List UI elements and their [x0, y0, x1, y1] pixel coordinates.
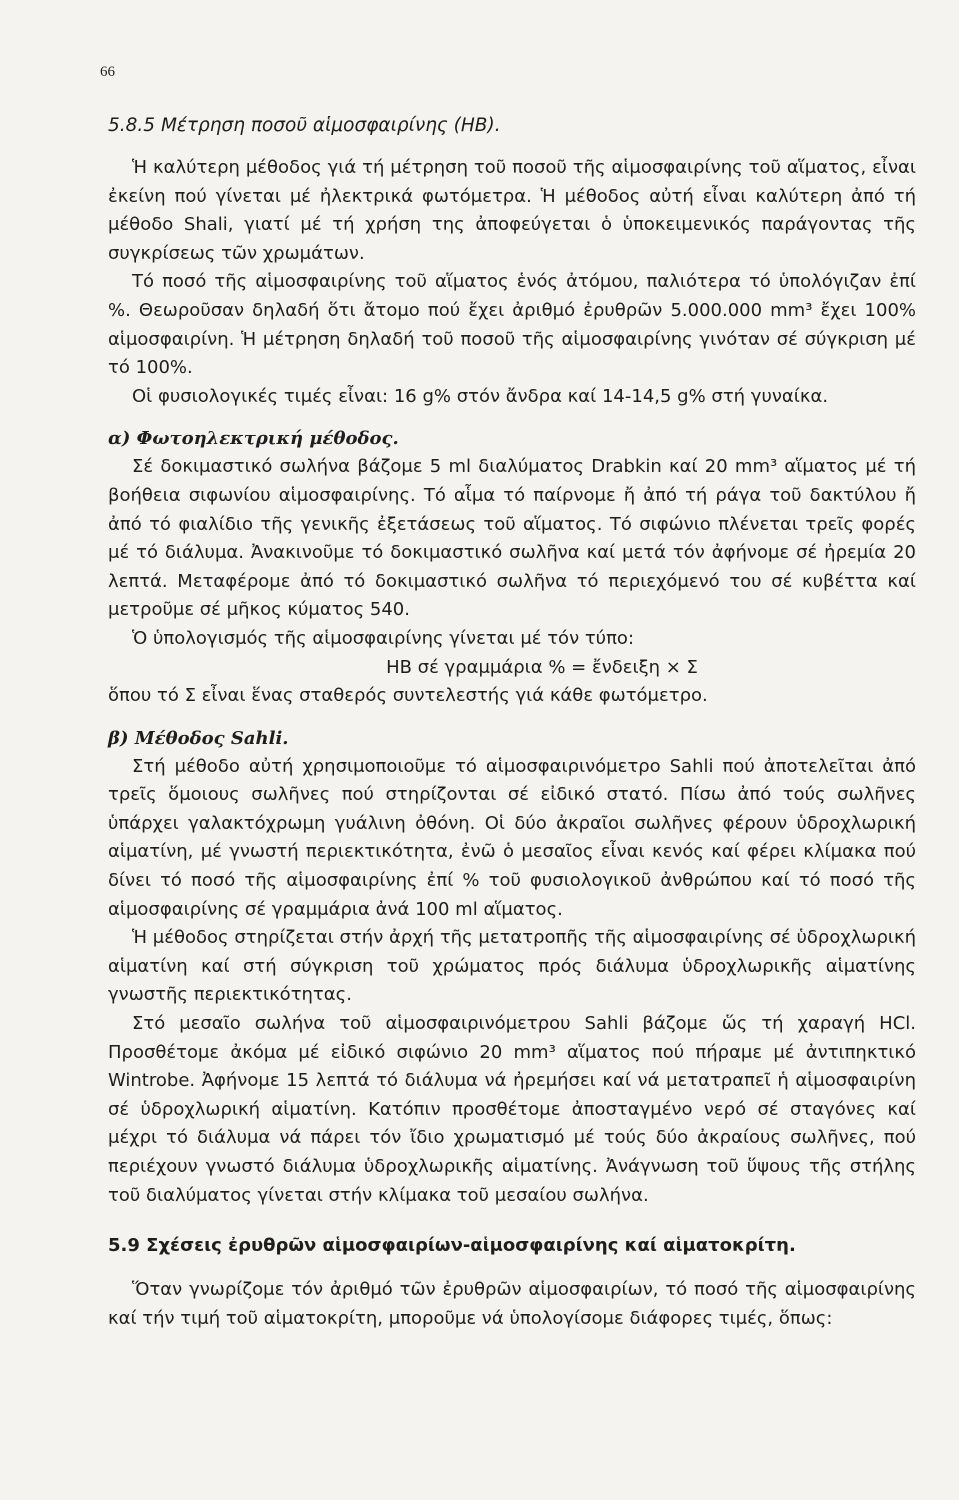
- paragraph: Σέ δοκιμαστικό σωλήνα βάζομε 5 ml διαλύματος Drabkin καί 20 mm³ αἵματος μέ τή βοήθεια σιφωνίου αἱμοσφαιρίνης. Τό αἷμα τό παίρνομε ἤ ἀπό τή ράγα τοῦ δακτύλου ἤ ἀπό τό φιαλίδιο τῆς γενικῆς ἐξετάσεως τοῦ αἵματος. Τό σιφώνιο πλένεται τρεῖς φορές μέ τό διάλυμα. Ἀνακινοῦμε τό δοκιμαστικό σωλῆνα καί μετά τόν ἀφήνομε σέ ἠρεμία 20 λεπτά. Μεταφέρομε ἀπό τό δοκιμαστικό σωλῆνα τό περιεχόμενό του σέ κυβέττα καί μετροῦμε σέ μῆκος κύματος 540.: [108, 456, 916, 621]
- formula: ΗΒ σέ γραμμάρια % = ἔνδειξη × Σ: [386, 656, 698, 678]
- paragraph: Ὅταν γνωρίζομε τόν ἀριθμό τῶν ἐρυθρῶν αἱμοσφαιρίων, τό ποσό τῆς αἱμοσφαιρίνης καί τήν τιμή τοῦ αἱματοκρίτη, μποροῦμε νά ὑπολογίσομε διάφορες τιμές, ὅπως:: [108, 1279, 916, 1329]
- page-content: [108, 112, 916, 1333]
- section-5-8-5-heading: 5.8.5 Μέτρηση ποσοῦ αἱμοσφαιρίνης (ΗΒ).: [108, 115, 501, 136]
- method-a-heading: α) Φωτοηλεκτρική μέθοδος.: [108, 428, 399, 450]
- paragraph: Στό μεσαῖο σωλήνα τοῦ αἱμοσφαιρινόμετρου Sahli βάζομε ὥς τή χαραγή HCl. Προσθέτομε ἀκόμα μέ εἰδικό σιφώνιο 20 mm³ αἵματος πού πήραμε μέ ἀντιπηκτικό Wintrobe. Ἀφήνομε 15 λεπτά τό διάλυμα νά ἠρεμήσει καί νά μετατραπεῖ ἡ αἱμοσφαιρίνη σέ ὑδροχλωρική αἱματίνη. Κατόπιν προσθέτομε ἀποσταγμένο νερό σέ σταγόνες καί μέχρι τό διάλυμα νά πάρει τόν ἴδιο χρωματισμό μέ τούς δύο ἀκραίους σωλῆνες, πού περιέχουν γνωστό διάλυμα ὑδροχλωρικῆς αἱματίνης. Ἀνάγνωση τοῦ ὕψους τῆς στήλης τοῦ διαλύματος γίνεται στήν κλίμακα τοῦ μεσαίου σωλήνα.: [108, 1013, 916, 1206]
- page-number: 66: [100, 64, 115, 80]
- paragraph: Οἱ φυσιολογικές τιμές εἶναι: 16 g% στόν ἄνδρα καί 14-14,5 g% στή γυναίκα.: [132, 385, 829, 407]
- paragraph: Ἡ μέθοδος στηρίζεται στήν ἀρχή τῆς μετατροπῆς τῆς αἱμοσφαιρίνης σέ ὑδροχλωρική αἱματίνη καί στή σύγκριση τοῦ χρώματος πρός διάλυμα ὑδροχλωρικῆς αἱματίνης γνωστῆς περιεκτικότητας.: [108, 927, 916, 1006]
- paragraph: Στή μέθοδο αὐτή χρησιμοποιοῦμε τό αἱμοσφαιρινόμετρο Sahli πού ἀποτελεῖται ἀπό τρεῖς ὅμοιους σωλῆνες πού στηρίζονται σέ εἰδικό στατό. Πίσω ἀπό τούς σωλῆνες ὑπάρχει γαλακτόχρωμη γυάλινη ὀθόνη. Οἱ δύο ἀκραῖοι σωλῆνες φέρουν ὑδροχλωρική αἱματίνη, μέ γνωστή περιεκτικότητα, ἐνῶ ὁ μεσαῖος εἶναι κενός καί φέρει κλίμακα πού δίνει τό ποσό τῆς αἱμοσφαιρίνης ἐπί % τοῦ φυσιολογικοῦ ἀνθρώπου καί τό ποσό τῆς αἱμοσφαιρίνης σέ γραμμάρια ἀνά 100 ml αἵματος.: [108, 755, 916, 920]
- paragraph: Τό ποσό τῆς αἱμοσφαιρίνης τοῦ αἵματος ἑνός ἀτόμου, παλιότερα τό ὑπολόγιζαν ἐπί %. Θεωροῦσαν δηλαδή ὅτι ἄτομο πού ἔχει ἀριθμό ἐρυθρῶν 5.000.000 mm³ ἔχει 100% αἱμοσφαιρίνη. Ἡ μέτρηση δηλαδή τοῦ ποσοῦ τῆς αἱμοσφαιρίνης γινόταν σέ σύγκριση μέ τό 100%.: [108, 271, 916, 379]
- method-b-heading: β) Μέθοδος Sahli.: [108, 727, 289, 749]
- paragraph: Ἡ καλύτερη μέθοδος γιά τή μέτρηση τοῦ ποσοῦ τῆς αἱμοσφαιρίνης τοῦ αἵματος, εἶναι ἐκείνη πού γίνεται μέ ἠλεκτρικά φωτόμετρα. Ἡ μέθοδος αὐτή εἶναι καλύτερη ἀπό τή μέθοδο Shali, γιατί μέ τή χρήση της ἀποφεύγεται ὁ ὑποκειμενικός παράγοντας τῆς συγκρίσεως τῶν χρωμάτων.: [108, 157, 916, 264]
- paragraph: ὅπου τό Σ εἶναι ἕνας σταθερός συντελεστής γιά κάθε φωτόμετρο.: [108, 685, 708, 707]
- section-5-9-heading: 5.9 Σχέσεις ἐρυθρῶν αἱμοσφαιρίων-αἱμοσφαιρίνης καί αἱματοκρίτη.: [108, 1235, 796, 1257]
- paragraph: Ὁ ὑπολογισμός τῆς αἱμοσφαιρίνης γίνεται μέ τόν τύπο:: [132, 627, 635, 649]
